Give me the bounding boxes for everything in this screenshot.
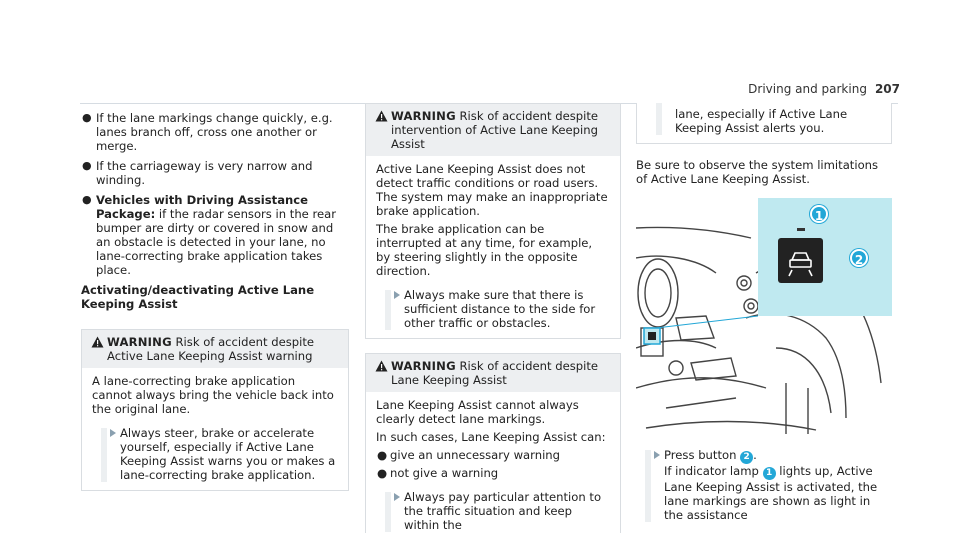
arrow-icon [654, 451, 660, 459]
running-header [748, 82, 900, 96]
column-1 [81, 103, 349, 491]
arrow-icon [394, 493, 400, 501]
warning-icon [91, 336, 104, 348]
list-item: ● give an unnecessary warning [377, 448, 561, 462]
instruction: Always make sure that there is sufficient distance to the side for other traffic or obstacles. [376, 288, 610, 330]
list-item: ● Vehicles with Driving Assistance Package: if the radar sensors in the rear bumper are dirty or covered in snow and an obstacle is detected in your lane, no lane-correcting brake application takes place. [82, 193, 337, 277]
list-item: ● If the carriageway is very narrow and winding. [82, 159, 313, 187]
callout-1: 1 [810, 205, 828, 223]
arrow-icon [394, 291, 400, 299]
warning-icon [375, 110, 388, 122]
instruction: Always steer, brake or accelerate yourself, especially if Active Lane Keeping Assist warns you or makes a lane-correcting brake application. [92, 426, 338, 482]
callout-2-inline: 2 [740, 451, 753, 464]
list-item: ● not give a warning [377, 466, 499, 480]
warning-icon [375, 360, 388, 372]
note-text: Be sure to observe the system limitations of Active Lane Keeping Assist. [636, 158, 879, 186]
section-title: Driving and parking [748, 82, 867, 96]
warning-box [81, 329, 349, 491]
instruction: lane, especially if Active Lane Keeping Assist alerts you. [647, 107, 881, 135]
callout-1-inline: 1 [763, 467, 776, 480]
instruction: Press button 2 . If indicator lamp 1 lights up, Active Lane Keeping Assist is activated, the lane markings are shown as light in the assistance [636, 448, 892, 522]
dashboard-drawing [636, 198, 892, 438]
callout-2: 2 [850, 249, 868, 267]
warning-header: WARNING Risk of accident despite intervention of Active Lane Keeping Assist [366, 104, 620, 156]
warning-box [365, 353, 621, 533]
warning-box-continued [636, 103, 892, 144]
list-item: ● If the lane markings change quickly, e.g. lanes branch off, cross one another or merge. [82, 111, 333, 153]
dashboard-illustration [636, 198, 892, 438]
instruction: Always pay particular attention to the traffic situation and keep within the [376, 490, 610, 532]
section-heading: Activating/deactivating Active Lane Keeping Assist [81, 283, 315, 311]
warning-body: A lane-correcting brake application cannot always bring the vehicle back into the original lane. Always steer, brake or accelerate yourself, especially if Active Lane Keeping Assist warns you or makes a lane-correcting brake application. [82, 368, 348, 490]
warning-header: WARNING Risk of accident despite Lane Keeping Assist [366, 354, 620, 392]
column-2 [365, 103, 621, 533]
column-3 [636, 103, 892, 522]
warning-body: Active Lane Keeping Assist does not detect traffic conditions or road users. The system may make an inappropriate brake application. The brake application can be interrupted at any time, for example, by steering slightly in the opposite direction. Always make sure that there is sufficient distance to the side for other traffic or obstacles. [366, 156, 620, 338]
warning-box [365, 103, 621, 339]
warning-header: WARNING Risk of accident despite Active Lane Keeping Assist warning [82, 330, 348, 368]
warning-body: Lane Keeping Assist cannot always clearly detect lane markings. In such cases, Lane Keeping Assist can: ● give an unnecessary warning ● not give a warning Always pay particular attention to the traffic situation and keep within the [366, 392, 620, 533]
page-number: 207 [874, 82, 900, 96]
arrow-icon [110, 429, 116, 437]
